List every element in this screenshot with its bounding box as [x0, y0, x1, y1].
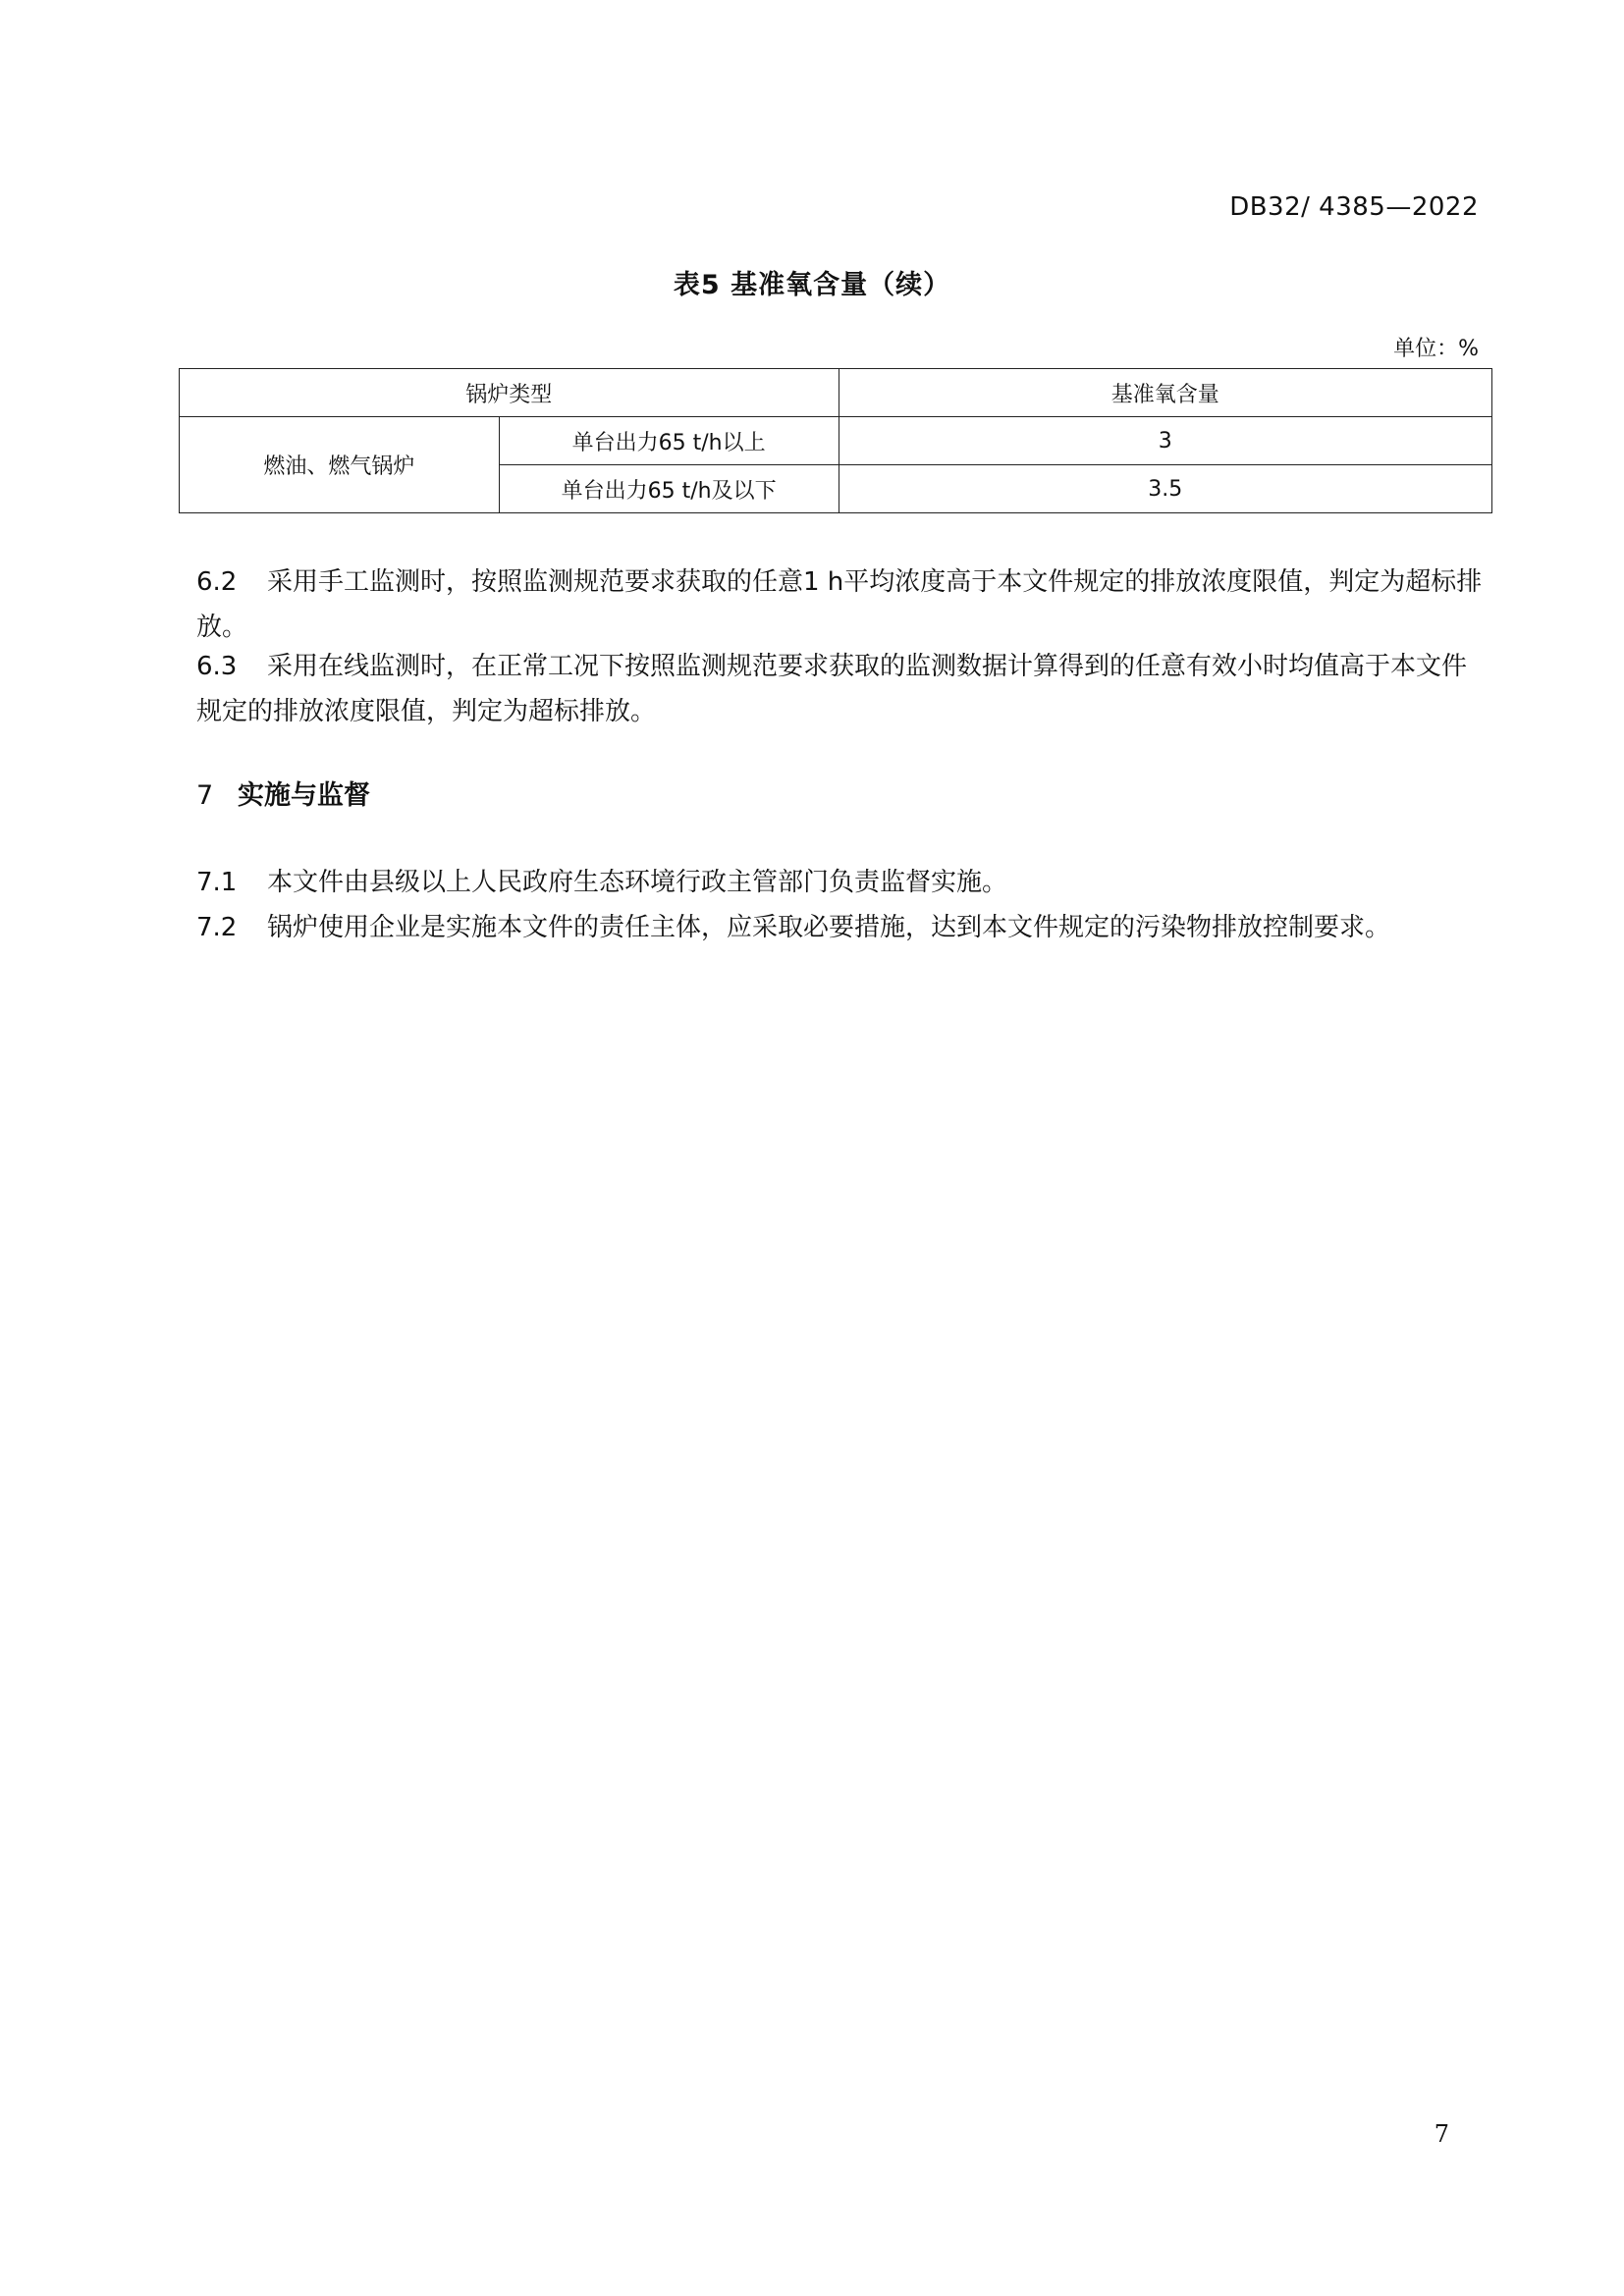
clause-text: 采用在线监测时，在正常工况下按照监测规范要求获取的监测数据计算得到的任意有效小时均值高于本文件规定的排放浓度限值，判定为超标排放。	[196, 652, 1468, 726]
clause-number: 7.2	[196, 913, 238, 942]
clause-6-3	[196, 644, 1483, 734]
clause-7-1	[196, 860, 1483, 905]
section-7-heading	[196, 774, 370, 812]
section-title: 实施与监督	[238, 780, 370, 811]
table-title: 表5 基准氧含量（续）	[673, 270, 951, 300]
section-number: 7	[196, 780, 214, 811]
value-cell: 3.5	[839, 465, 1492, 513]
oxygen-content-table	[179, 368, 1492, 513]
header-oxygen-content: 基准氧含量	[839, 369, 1492, 417]
clause-6-2	[196, 560, 1483, 650]
clause-text: 锅炉使用企业是实施本文件的责任主体，应采取必要措施，达到本文件规定的污染物排放控制要求。	[267, 913, 1391, 942]
header-boiler-type: 锅炉类型	[180, 369, 839, 417]
table-row	[180, 417, 1492, 465]
clause-number: 6.2	[196, 567, 238, 597]
table-unit: 单位：%	[1393, 337, 1479, 361]
condition-cell: 单台出力65 t/h及以下	[499, 465, 839, 513]
clause-text: 采用手工监测时，按照监测规范要求获取的任意1 h平均浓度高于本文件规定的排放浓度限值，判定为超标排放。	[196, 567, 1483, 642]
clause-number: 7.1	[196, 868, 238, 897]
clause-7-2	[196, 905, 1483, 950]
clause-text: 本文件由县级以上人民政府生态环境行政主管部门负责监督实施。	[267, 868, 1008, 897]
table-header-row	[180, 369, 1492, 417]
condition-cell: 单台出力65 t/h以上	[499, 417, 839, 465]
clause-number: 6.3	[196, 652, 238, 681]
page-number: 7	[1434, 2120, 1449, 2148]
document-code: DB32/ 4385—2022	[1229, 192, 1479, 222]
group-label-oil-gas-boiler: 燃油、燃气锅炉	[180, 417, 500, 513]
value-cell: 3	[839, 417, 1492, 465]
